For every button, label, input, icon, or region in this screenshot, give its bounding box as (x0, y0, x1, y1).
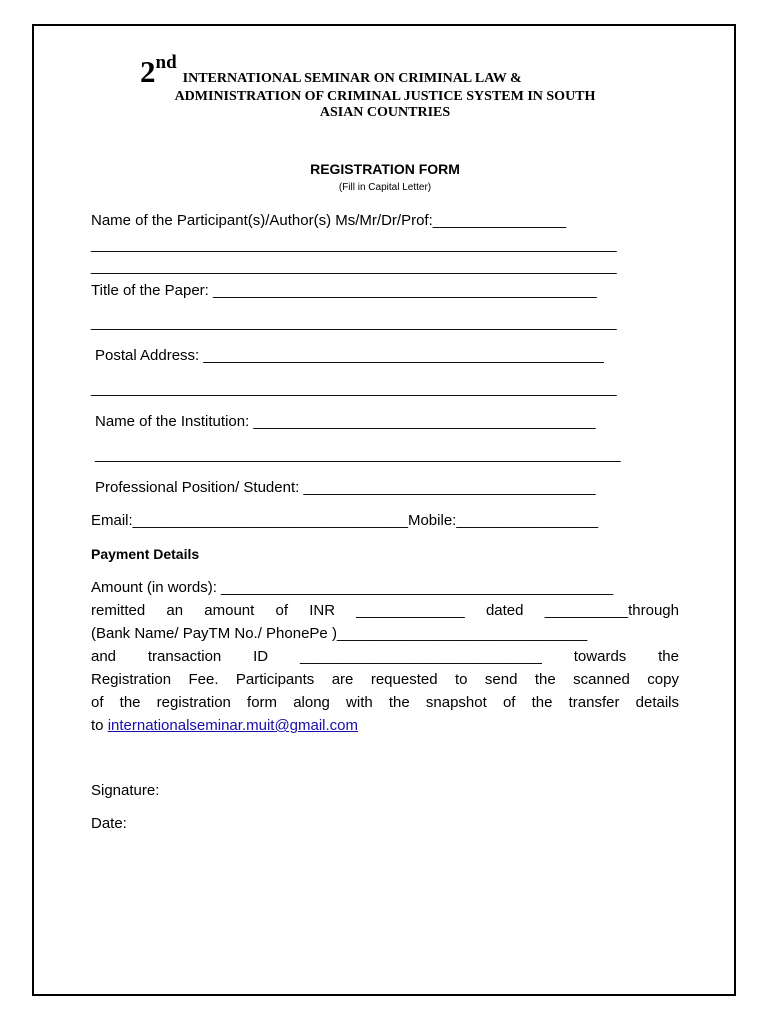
transaction-id-field[interactable]: and transaction ID _____________________________ towards the (91, 648, 679, 665)
postal-address-line-2[interactable]: _______________________________________________________________ (91, 380, 617, 397)
seminar-title-line2: ADMINISTRATION OF CRIMINAL JUSTICE SYSTEM IN SOUTH (174, 89, 596, 104)
paper-title-line-2[interactable]: _______________________________________________________________ (91, 314, 617, 331)
payment-instructions-line3 (91, 714, 679, 737)
institution-field[interactable]: Name of the Institution: _________________________________________ (95, 413, 596, 430)
payment-details-heading: Payment Details (91, 546, 200, 562)
institution-line-2[interactable]: _______________________________________________________________ (95, 446, 621, 463)
amount-words-field[interactable]: Amount (in words): _______________________________________________ (91, 579, 614, 596)
bank-name-field[interactable]: (Bank Name/ PayTM No./ PhonePe )______________________________ (91, 625, 588, 642)
seminar-email-link[interactable]: internationalseminar.muit@gmail.com (107, 717, 359, 734)
participant-name-line-3[interactable]: _______________________________________________________________ (91, 258, 617, 275)
postal-address-field[interactable]: Postal Address: ________________________________________________ (95, 347, 604, 364)
participant-name-field[interactable]: Name of the Participant(s)/Author(s) Ms/Mr/Dr/Prof:________________ (91, 212, 567, 229)
payment-instructions-line2: of the registration form along with the snapshot of the transfer details (91, 694, 679, 711)
inr-amount-date-field[interactable]: remitted an amount of INR _____________ dated __________through (91, 602, 679, 619)
date-label: Date: (91, 815, 127, 832)
seminar-title-line3: ASIAN COUNTRIES (319, 105, 451, 120)
paper-title-field[interactable]: Title of the Paper: ______________________________________________ (91, 282, 597, 299)
email-mobile-field[interactable]: Email:_________________________________Mobile:_________________ (91, 512, 599, 529)
seminar-ordinal-suffix: nd (155, 52, 177, 73)
position-field[interactable]: Professional Position/ Student: ___________________________________ (95, 479, 596, 496)
participant-name-line-2[interactable]: _______________________________________________________________ (91, 236, 617, 253)
form-title: REGISTRATION FORM (310, 161, 460, 177)
form-subtitle: (Fill in Capital Letter) (338, 182, 432, 193)
payment-instructions-line1: Registration Fee. Participants are requested to send the scanned copy (91, 671, 679, 688)
seminar-title-text: INTERNATIONAL SEMINAR ON CRIMINAL LAW & (182, 71, 522, 86)
seminar-ordinal: 2 (140, 54, 156, 89)
to-prefix: to (91, 717, 108, 734)
payment-details-paragraph (91, 576, 679, 737)
signature-label: Signature: (91, 782, 160, 799)
seminar-title-line1 (140, 52, 522, 90)
